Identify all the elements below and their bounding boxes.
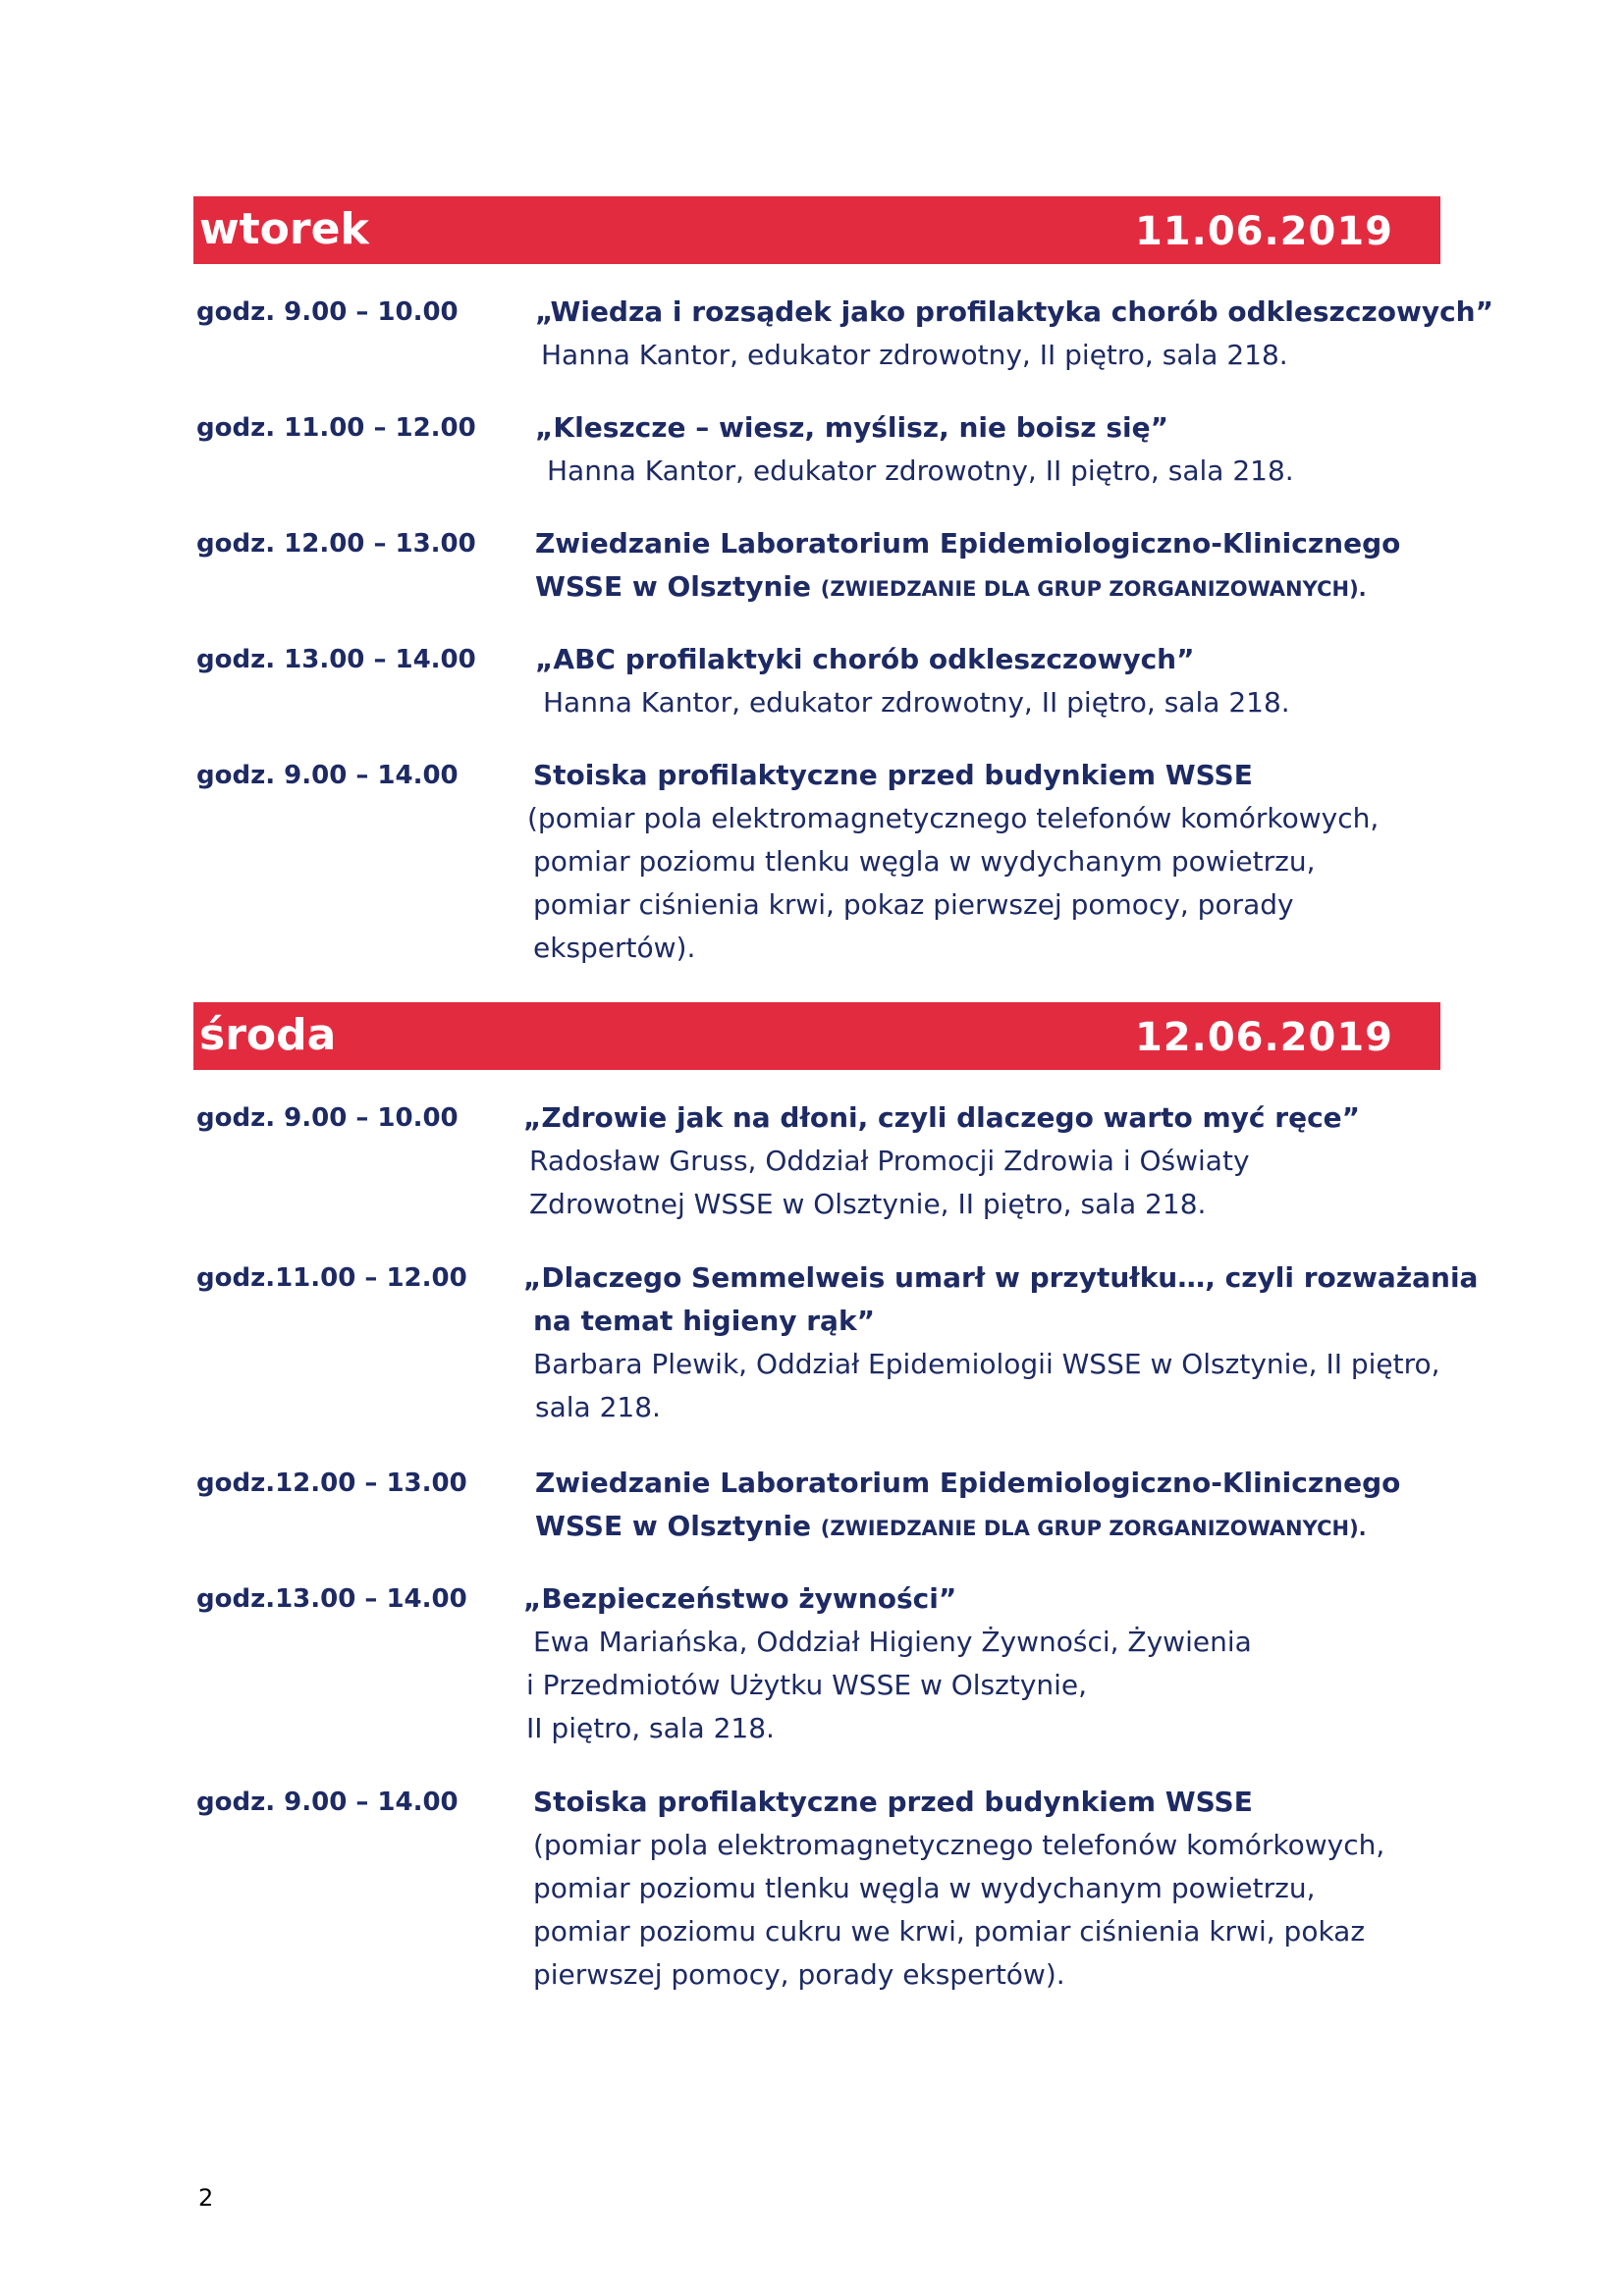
entry-title: „Dlaczego Semmelweis umarł w przytułku…, czyli rozważania xyxy=(523,1261,1479,1294)
entry-title-continued xyxy=(535,1505,1448,1550)
entry-title: „ABC profilaktyki chorób odkleszczowych” xyxy=(535,643,1195,675)
day-header-tuesday xyxy=(193,196,1440,264)
entry-time: godz.11.00 – 12.00 xyxy=(196,1263,467,1293)
entry-title-continued xyxy=(535,565,1448,611)
entry-title: „Bezpieczeństwo żywności” xyxy=(523,1582,957,1615)
entry-time: godz. 9.00 – 10.00 xyxy=(196,1103,459,1133)
entry-detail: pomiar poziomu cukru we krwi, pomiar ciśnienia krwi, pokaz xyxy=(533,1915,1366,1948)
day-date: 12.06.2019 xyxy=(1134,1015,1393,1060)
entry-title-part: WSSE w Olsztynie xyxy=(535,1510,811,1542)
entry-detail: Zdrowotnej WSSE w Olsztynie, II piętro, sala 218. xyxy=(529,1188,1207,1220)
entry-detail: pomiar poziomu tlenku węgla w wydychanym powietrzu, xyxy=(533,1872,1316,1904)
entry-detail: Ewa Mariańska, Oddział Higieny Żywności, Żywienia xyxy=(533,1626,1252,1658)
entry-detail: (pomiar pola elektromagnetycznego telefonów komórkowych, xyxy=(533,1829,1385,1861)
entry-detail: pierwszej pomocy, porady ekspertów). xyxy=(533,1958,1065,1991)
entry-note: (ZWIEDZANIE DLA GRUP ZORGANIZOWANYCH). xyxy=(820,577,1367,601)
entry-detail: sala 218. xyxy=(535,1391,661,1423)
entry-title: Zwiedzanie Laboratorium Epidemiologiczno-Klinicznego xyxy=(535,1467,1401,1499)
entry-time: godz. 12.00 – 13.00 xyxy=(196,529,476,559)
page-number: 2 xyxy=(198,2184,214,2212)
entry-detail: ekspertów). xyxy=(533,932,696,964)
entry-detail: II piętro, sala 218. xyxy=(526,1712,775,1744)
entry-time: godz. 13.00 – 14.00 xyxy=(196,645,476,674)
entry-time: godz. 9.00 – 14.00 xyxy=(196,761,459,790)
entry-title: „Kleszcze – wiesz, myślisz, nie boisz się” xyxy=(535,411,1168,444)
entry-title: „Wiedza i rozsądek jako profilaktyka chorób odkleszczowych” xyxy=(535,295,1494,328)
entry-title-part: WSSE w Olsztynie xyxy=(535,570,811,603)
entry-detail: pomiar poziomu tlenku węgla w wydychanym powietrzu, xyxy=(533,845,1316,878)
entry-note: (ZWIEDZANIE DLA GRUP ZORGANIZOWANYCH). xyxy=(820,1517,1367,1540)
day-header-wednesday xyxy=(193,1002,1440,1070)
entry-time: godz. 9.00 – 10.00 xyxy=(196,297,459,327)
day-name: wtorek xyxy=(199,204,369,254)
entry-detail: Hanna Kantor, edukator zdrowotny, II piętro, sala 218. xyxy=(543,686,1290,719)
entry-detail: Hanna Kantor, edukator zdrowotny, II piętro, sala 218. xyxy=(541,339,1288,371)
entry-detail: (pomiar pola elektromagnetycznego telefonów komórkowych, xyxy=(527,802,1380,834)
entry-detail: Hanna Kantor, edukator zdrowotny, II piętro, sala 218. xyxy=(547,454,1294,487)
entry-time: godz.13.00 – 14.00 xyxy=(196,1584,467,1614)
entry-detail: Barbara Plewik, Oddział Epidemiologii WSSE w Olsztynie, II piętro, xyxy=(533,1348,1440,1380)
entry-title: Stoiska profilaktyczne przed budynkiem WSSE xyxy=(533,1786,1253,1818)
entry-title: Stoiska profilaktyczne przed budynkiem WSSE xyxy=(533,759,1253,791)
entry-title: Zwiedzanie Laboratorium Epidemiologiczno-Klinicznego xyxy=(535,527,1401,560)
entry-time: godz.12.00 – 13.00 xyxy=(196,1468,467,1498)
entry-detail: pomiar ciśnienia krwi, pokaz pierwszej pomocy, porady xyxy=(533,888,1294,921)
day-date: 11.06.2019 xyxy=(1134,209,1393,254)
entry-detail: i Przedmiotów Użytku WSSE w Olsztynie, xyxy=(526,1669,1088,1701)
day-name: środa xyxy=(199,1010,337,1060)
entry-detail: Radosław Gruss, Oddział Promocji Zdrowia i Oświaty xyxy=(529,1145,1250,1177)
entry-title: „Zdrowie jak na dłoni, czyli dlaczego warto myć ręce” xyxy=(523,1101,1361,1134)
entry-time: godz. 11.00 – 12.00 xyxy=(196,413,476,443)
entry-title-continued: na temat higieny rąk” xyxy=(533,1305,875,1337)
entry-time: godz. 9.00 – 14.00 xyxy=(196,1788,459,1817)
